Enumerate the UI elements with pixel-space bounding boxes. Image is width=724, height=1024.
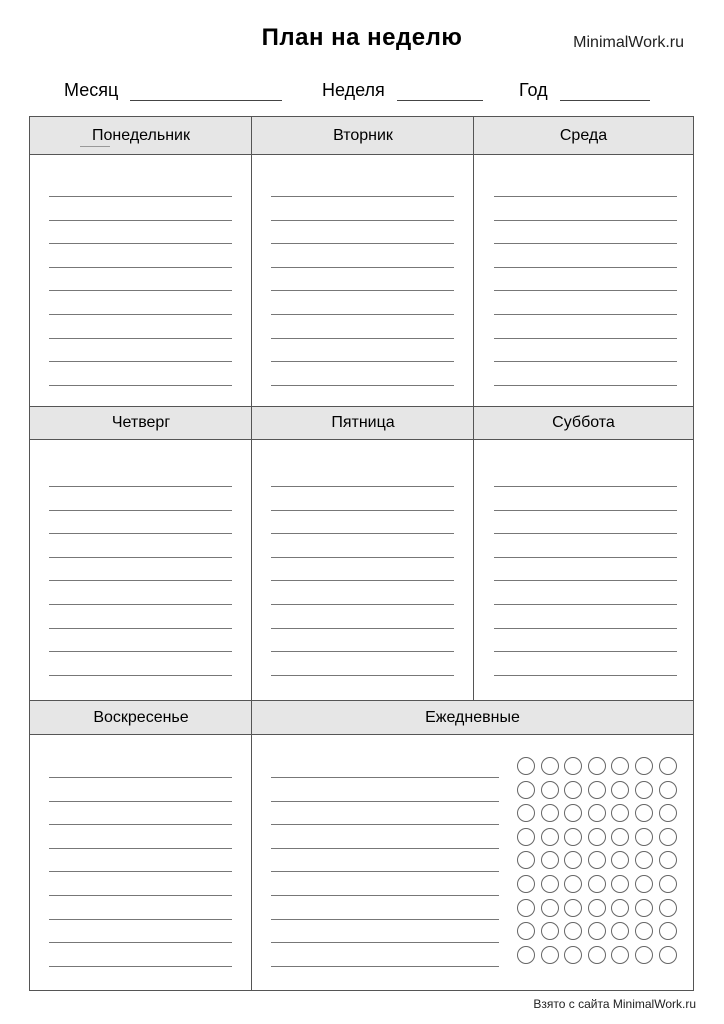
habit-checkbox[interactable] xyxy=(659,804,677,822)
habit-checkbox[interactable] xyxy=(564,804,582,822)
habit-checkbox[interactable] xyxy=(541,757,559,775)
writing-line[interactable] xyxy=(271,361,454,362)
habit-checkbox[interactable] xyxy=(659,828,677,846)
habit-checkbox[interactable] xyxy=(611,781,629,799)
habit-checkbox[interactable] xyxy=(611,899,629,917)
habit-checkbox[interactable] xyxy=(564,922,582,940)
writing-line[interactable] xyxy=(271,580,454,581)
habit-checkbox[interactable] xyxy=(611,828,629,846)
writing-line[interactable] xyxy=(494,628,677,629)
writing-line[interactable] xyxy=(49,848,232,849)
habit-checkbox[interactable] xyxy=(635,851,653,869)
habit-checkbox[interactable] xyxy=(588,828,606,846)
writing-line[interactable] xyxy=(271,777,499,778)
habit-checkbox[interactable] xyxy=(517,946,535,964)
habit-checkbox[interactable] xyxy=(588,851,606,869)
habit-checkbox[interactable] xyxy=(635,757,653,775)
habit-checkbox[interactable] xyxy=(659,781,677,799)
writing-line[interactable] xyxy=(271,848,499,849)
habit-checkbox[interactable] xyxy=(541,828,559,846)
column-divider xyxy=(251,117,252,990)
daily-label: Ежедневные xyxy=(425,708,520,726)
year-label: Год xyxy=(519,80,548,100)
writing-line[interactable] xyxy=(271,675,454,676)
writing-line[interactable] xyxy=(494,243,677,244)
writing-line[interactable] xyxy=(49,801,232,802)
habit-checkbox[interactable] xyxy=(541,804,559,822)
writing-line[interactable] xyxy=(494,196,677,197)
writing-line[interactable] xyxy=(494,675,677,676)
writing-line[interactable] xyxy=(494,290,677,291)
habit-checkbox[interactable] xyxy=(659,757,677,775)
habit-checkbox[interactable] xyxy=(517,781,535,799)
habit-checkbox[interactable] xyxy=(588,899,606,917)
writing-line[interactable] xyxy=(494,361,677,362)
habit-checkbox[interactable] xyxy=(564,781,582,799)
column-divider xyxy=(473,117,474,700)
writing-line[interactable] xyxy=(49,338,232,339)
habit-checkbox[interactable] xyxy=(564,946,582,964)
writing-line[interactable] xyxy=(49,580,232,581)
writing-line[interactable] xyxy=(49,871,232,872)
writing-line[interactable] xyxy=(271,338,454,339)
writing-line[interactable] xyxy=(271,267,454,268)
year-fill-line[interactable] xyxy=(560,82,650,101)
habit-checkbox[interactable] xyxy=(659,946,677,964)
habit-checkbox[interactable] xyxy=(611,851,629,869)
writing-line[interactable] xyxy=(271,486,454,487)
tuesday-label: Вторник xyxy=(333,126,393,144)
habit-checkbox[interactable] xyxy=(517,804,535,822)
year-field[interactable] xyxy=(519,80,650,101)
habit-checkbox[interactable] xyxy=(611,922,629,940)
habit-checkbox[interactable] xyxy=(564,828,582,846)
writing-line[interactable] xyxy=(271,871,499,872)
habit-checkbox[interactable] xyxy=(635,781,653,799)
habit-checkbox[interactable] xyxy=(588,875,606,893)
writing-line[interactable] xyxy=(271,290,454,291)
writing-line[interactable] xyxy=(494,580,677,581)
habit-checkbox[interactable] xyxy=(517,899,535,917)
habit-checkbox[interactable] xyxy=(588,946,606,964)
writing-line[interactable] xyxy=(494,338,677,339)
writing-line[interactable] xyxy=(271,604,454,605)
writing-line[interactable] xyxy=(49,196,232,197)
habit-checkbox[interactable] xyxy=(564,851,582,869)
wednesday-label: Среда xyxy=(559,126,608,144)
habit-checkbox[interactable] xyxy=(517,922,535,940)
habit-checkbox[interactable] xyxy=(541,922,559,940)
header-thursday xyxy=(30,406,252,440)
writing-line[interactable] xyxy=(49,777,232,778)
habit-checkbox[interactable] xyxy=(588,781,606,799)
thursday-label: Четверг xyxy=(111,414,171,431)
habit-checkbox[interactable] xyxy=(588,757,606,775)
habit-checkbox[interactable] xyxy=(517,828,535,846)
writing-line[interactable] xyxy=(494,220,677,221)
habit-checkbox[interactable] xyxy=(541,946,559,964)
writing-line[interactable] xyxy=(271,966,499,967)
habit-checkbox[interactable] xyxy=(635,828,653,846)
writing-line[interactable] xyxy=(271,314,454,315)
habit-checkbox[interactable] xyxy=(517,757,535,775)
habit-checkbox[interactable] xyxy=(611,757,629,775)
header-monday xyxy=(30,117,252,155)
writing-line[interactable] xyxy=(494,533,677,534)
brand-label: MinimalWork.ru xyxy=(573,34,684,51)
week-fill-line[interactable] xyxy=(397,82,483,101)
month-field[interactable] xyxy=(64,80,282,101)
writing-line[interactable] xyxy=(49,361,232,362)
writing-line[interactable] xyxy=(49,290,232,291)
writing-line[interactable] xyxy=(494,557,677,558)
writing-line[interactable] xyxy=(49,942,232,943)
writing-line[interactable] xyxy=(494,314,677,315)
page-title: План на неделю xyxy=(261,24,463,51)
month-label: Месяц xyxy=(64,80,119,100)
writing-line[interactable] xyxy=(49,651,232,652)
saturday-label: Суббота xyxy=(552,414,615,431)
writing-line[interactable] xyxy=(49,220,232,221)
writing-line[interactable] xyxy=(49,486,232,487)
habit-checkbox[interactable] xyxy=(564,757,582,775)
habit-checkbox[interactable] xyxy=(635,899,653,917)
habit-checkbox[interactable] xyxy=(541,851,559,869)
writing-line[interactable] xyxy=(49,628,232,629)
habit-checkbox[interactable] xyxy=(564,899,582,917)
header-sunday xyxy=(30,700,252,735)
writing-line[interactable] xyxy=(494,267,677,268)
writing-line[interactable] xyxy=(49,557,232,558)
week-label: Неделя xyxy=(322,80,385,100)
writing-line[interactable] xyxy=(494,651,677,652)
writing-line[interactable] xyxy=(49,267,232,268)
habit-checkbox[interactable] xyxy=(611,804,629,822)
writing-line[interactable] xyxy=(49,510,232,511)
sunday-label: Воскресенье xyxy=(93,708,189,726)
writing-line[interactable] xyxy=(49,604,232,605)
writing-line[interactable] xyxy=(494,486,677,487)
writing-line[interactable] xyxy=(49,824,232,825)
writing-line[interactable] xyxy=(271,824,499,825)
header-friday xyxy=(252,406,474,440)
writing-line[interactable] xyxy=(494,510,677,511)
habit-checkbox[interactable] xyxy=(588,922,606,940)
habit-checkbox[interactable] xyxy=(541,781,559,799)
writing-line[interactable] xyxy=(494,385,677,386)
habit-checkbox[interactable] xyxy=(611,875,629,893)
writing-line[interactable] xyxy=(49,314,232,315)
habit-checkbox[interactable] xyxy=(611,946,629,964)
habit-checkbox[interactable] xyxy=(635,946,653,964)
writing-line[interactable] xyxy=(271,919,499,920)
writing-line[interactable] xyxy=(49,385,232,386)
header-wednesday xyxy=(474,117,693,155)
writing-line[interactable] xyxy=(271,628,454,629)
writing-line[interactable] xyxy=(271,801,499,802)
writing-line[interactable] xyxy=(494,604,677,605)
writing-line[interactable] xyxy=(271,196,454,197)
habit-checkbox[interactable] xyxy=(541,875,559,893)
habit-checkbox[interactable] xyxy=(564,875,582,893)
habit-checkbox[interactable] xyxy=(659,899,677,917)
monday-label: Понедельник xyxy=(92,126,190,144)
habit-checkbox[interactable] xyxy=(659,851,677,869)
monday-underline xyxy=(80,146,110,147)
habit-checkbox[interactable] xyxy=(635,922,653,940)
friday-label: Пятница xyxy=(331,414,395,431)
writing-line[interactable] xyxy=(271,533,454,534)
weekly-planner-grid xyxy=(29,116,694,991)
writing-line[interactable] xyxy=(49,966,232,967)
writing-line[interactable] xyxy=(271,557,454,558)
writing-line[interactable] xyxy=(271,385,454,386)
header-daily xyxy=(252,700,693,735)
habit-checkbox[interactable] xyxy=(517,851,535,869)
writing-line[interactable] xyxy=(49,243,232,244)
header-tuesday xyxy=(252,117,474,155)
writing-line[interactable] xyxy=(49,675,232,676)
writing-line[interactable] xyxy=(271,243,454,244)
writing-line[interactable] xyxy=(271,651,454,652)
habit-checkbox[interactable] xyxy=(635,804,653,822)
writing-line[interactable] xyxy=(271,220,454,221)
month-fill-line[interactable] xyxy=(130,82,282,101)
writing-line[interactable] xyxy=(271,510,454,511)
habit-checkbox[interactable] xyxy=(659,922,677,940)
habit-checkbox[interactable] xyxy=(541,899,559,917)
habit-checkbox[interactable] xyxy=(635,875,653,893)
writing-line[interactable] xyxy=(271,942,499,943)
writing-line[interactable] xyxy=(49,919,232,920)
writing-line[interactable] xyxy=(49,533,232,534)
header-saturday xyxy=(474,406,693,440)
source-credit: Взято с сайта MinimalWork.ru xyxy=(533,997,696,1011)
week-field[interactable] xyxy=(322,80,483,101)
writing-line[interactable] xyxy=(271,895,499,896)
habit-checkbox[interactable] xyxy=(659,875,677,893)
habit-checkbox[interactable] xyxy=(588,804,606,822)
writing-line[interactable] xyxy=(49,895,232,896)
habit-checkbox[interactable] xyxy=(517,875,535,893)
